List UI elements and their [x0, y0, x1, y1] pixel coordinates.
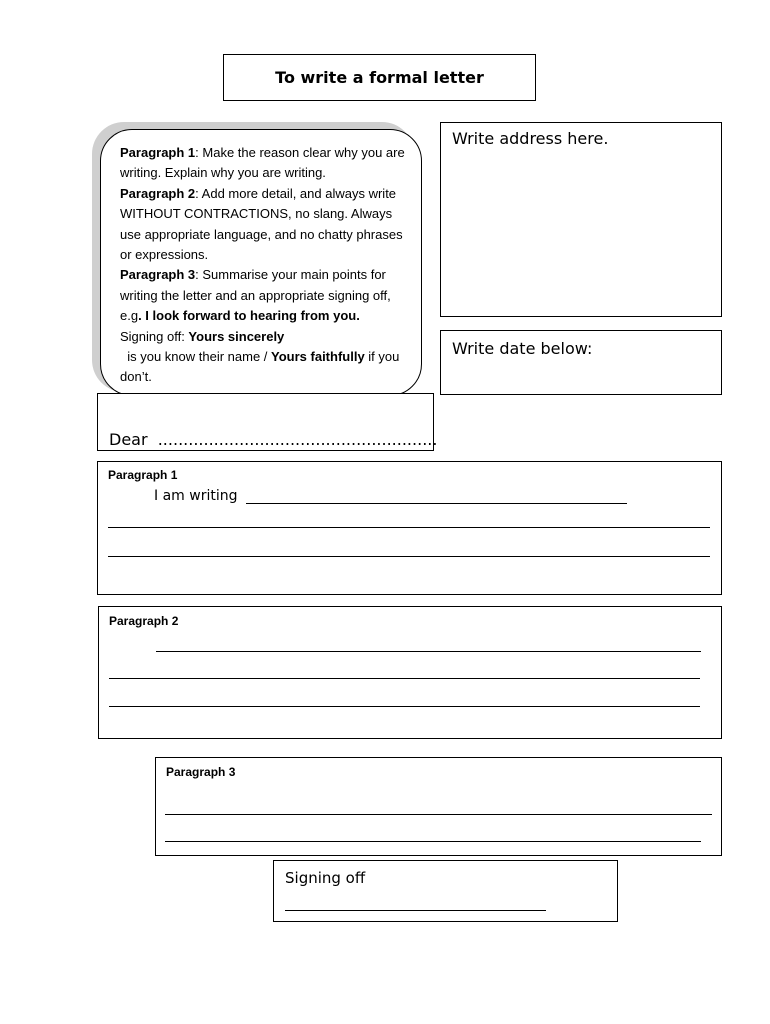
page-title: To write a formal letter [275, 68, 484, 87]
tip-p3-text: : Summarise your main points for writing the letter and an appropriate signing off, e.g [120, 267, 391, 324]
tips-box [100, 129, 422, 396]
tip-sincerely-note: is you know their name / [120, 349, 272, 365]
tip-paragraph-1 [120, 143, 409, 184]
paragraph-1-label: Paragraph 1 [108, 468, 178, 482]
paragraph-3-label: Paragraph 3 [166, 765, 236, 779]
tip-signing-off [120, 327, 409, 388]
tip-faithfully-note: if you don’t. [120, 349, 400, 385]
writing-line [109, 706, 700, 707]
writing-line [156, 651, 701, 652]
tip-yours-faithfully: Yours faithfully [271, 349, 365, 365]
tip-p3-example: . I look forward to hearing from you. [138, 308, 360, 324]
salutation-text: Dear ....................................................... [109, 430, 438, 449]
paragraph-3-box[interactable] [155, 757, 722, 856]
writing-line [165, 814, 712, 815]
signing-off-label: Signing off [285, 869, 366, 887]
date-prompt: Write date below: [452, 339, 593, 358]
signature-line [285, 910, 546, 911]
tip-paragraph-2 [120, 184, 409, 266]
tip-p3-label: Paragraph 3 [120, 267, 196, 283]
paragraph-1-starter: I am writing [154, 488, 238, 504]
paragraph-1-box[interactable] [97, 461, 722, 595]
tip-p2-text: : Add more detail, and always write WITHOUT CONTRACTIONS, no slang. Always use appropriate language, and no chatty phrases or expressions. [120, 185, 403, 263]
signing-off-box[interactable] [273, 860, 618, 922]
title-box [223, 54, 536, 101]
paragraph-2-box[interactable] [98, 606, 722, 739]
writing-line [165, 841, 701, 842]
writing-line [108, 527, 710, 528]
tip-p2-label: Paragraph 2 [120, 185, 196, 201]
address-prompt: Write address here. [452, 129, 609, 148]
writing-line [108, 556, 710, 557]
writing-line [246, 503, 627, 504]
tip-signoff-prefix: Signing off: [120, 328, 189, 344]
writing-line [109, 678, 700, 679]
address-field[interactable] [440, 122, 722, 317]
tip-p1-text: : Make the reason clear why you are writing. Explain why you are writing. [120, 145, 405, 181]
tip-paragraph-3 [120, 265, 409, 326]
tip-yours-sincerely: Yours sincerely [188, 328, 285, 344]
salutation-field[interactable] [97, 393, 438, 451]
date-field[interactable] [440, 330, 722, 395]
paragraph-2-label: Paragraph 2 [109, 614, 179, 628]
tip-p1-label: Paragraph 1 [120, 145, 196, 160]
